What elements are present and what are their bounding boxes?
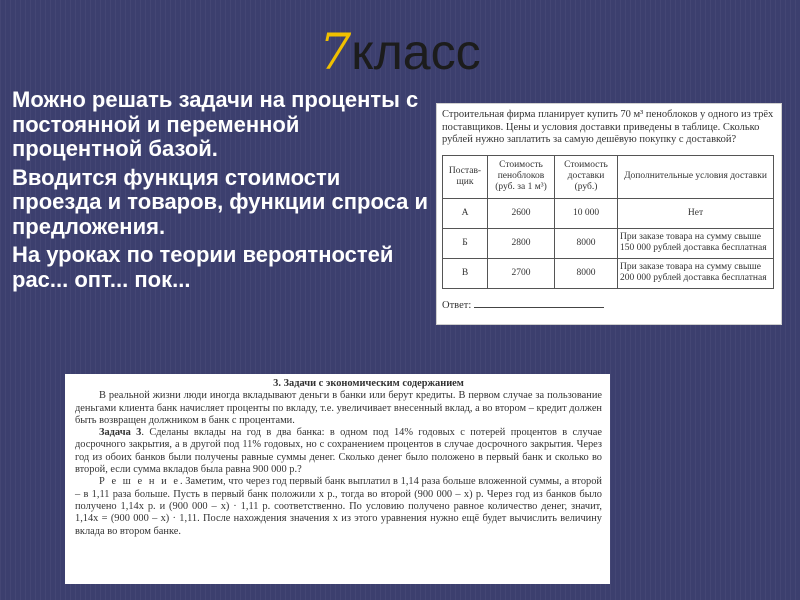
answer-label: Ответ:: [442, 299, 472, 311]
answer-line: [442, 299, 776, 311]
cell-conditions: При заказе товара на сумму свыше 150 000 рублей доставка бесплатная: [618, 228, 774, 258]
tasks-heading: 3. Задачи с экономическим содержанием: [273, 378, 464, 389]
problem-text: Строительная фирма планирует купить 70 м³ пеноблоков у одного из трёх поставщиков. Цены и условия доставки приведены в таблице. Сколько рублей нужно заплатить за самую дешёвую покупку с доставкой?: [442, 109, 774, 145]
table-row: [443, 258, 774, 288]
table-row: [443, 198, 774, 228]
cell-block-cost: 2600: [488, 198, 555, 228]
cell-block-cost: 2700: [488, 258, 555, 288]
solution-text: . Заметим, что через год первый банк выплатил в 1,14 раза больше вложенной суммы, а второй – в 1,11 раза больше. Пусть в первый банк положили x р., тогда во второй (900 000 – x) р. Через год из банков было получено 1,14x р. и (900 000 – x) · 1,11 р. соответственно. По условию получено равное количество денег, значит, 1,14x = (900 000 – x) · 1,11. После нахождения значения x из этого уравнения нужно ещё будет вычислить величину вклада во втором банке.: [75, 476, 602, 537]
table-row: [443, 228, 774, 258]
delivery-problem-image: [436, 103, 782, 325]
cell-supplier: Б: [443, 228, 488, 258]
body-paragraph-3: На уроках по теории вероятностей рас... опт... пок...: [12, 242, 394, 292]
cell-conditions: Нет: [618, 198, 774, 228]
cell-supplier: А: [443, 198, 488, 228]
body-paragraph-2: Вводится функция стоимости проезда и товаров, функции спроса и предложения.: [12, 164, 428, 239]
cell-delivery-cost: 10 000: [555, 198, 618, 228]
header-conditions: Дополнительные условия доставки: [618, 155, 774, 198]
grade-label: класс: [351, 24, 481, 80]
grade-number: 7: [319, 23, 352, 81]
solution: [75, 476, 602, 537]
cell-block-cost: 2800: [488, 228, 555, 258]
header-block-cost: Стоимость пеноблоков (руб. за 1 м³): [488, 155, 555, 198]
task-label: Задача 3: [99, 427, 142, 439]
header-supplier: Постав-щик: [443, 155, 488, 198]
table-header-row: [443, 155, 774, 198]
supplier-table: [442, 155, 774, 289]
cell-delivery-cost: 8000: [555, 258, 618, 288]
solution-label: Р е ш е н и е: [99, 476, 180, 488]
header-delivery-cost: Стоимость доставки (руб.): [555, 155, 618, 198]
bank-tasks-image: [65, 374, 610, 584]
cell-delivery-cost: 8000: [555, 228, 618, 258]
tasks-intro: В реальной жизни люди иногда вкладывают деньги в банки или берут кредиты. В первом случае за пользование деньгами клиента банк начисляет проценты по вкладу, т.е. увеличивает внесенный вклад, а во втором – кредит должен быть возвращен должником в банк с процентами.: [75, 390, 602, 426]
cell-supplier: В: [443, 258, 488, 288]
task-3: [75, 427, 602, 476]
task-text: . Сделаны вклады на год в два банка: в одном под 14% годовых с потерей процентов в случае досрочного закрытия, а в другой под 11% годовых, но с сохранением процентов в случае досрочного закрытия. Через год из обоих банков были получены равные суммы денег. Сколько денег было положено в первый банк и сколько во второй, если сумма вкладов была равна 900 000 р.?: [75, 427, 602, 476]
answer-blank: [474, 299, 604, 308]
slide-title: [0, 22, 800, 82]
slide-body-text: [12, 88, 432, 296]
body-paragraph-1: Можно решать задачи на проценты с постоянной и переменной процентной базой.: [12, 87, 419, 161]
cell-conditions: При заказе товара на сумму свыше 200 000 рублей доставка бесплатная: [618, 258, 774, 288]
